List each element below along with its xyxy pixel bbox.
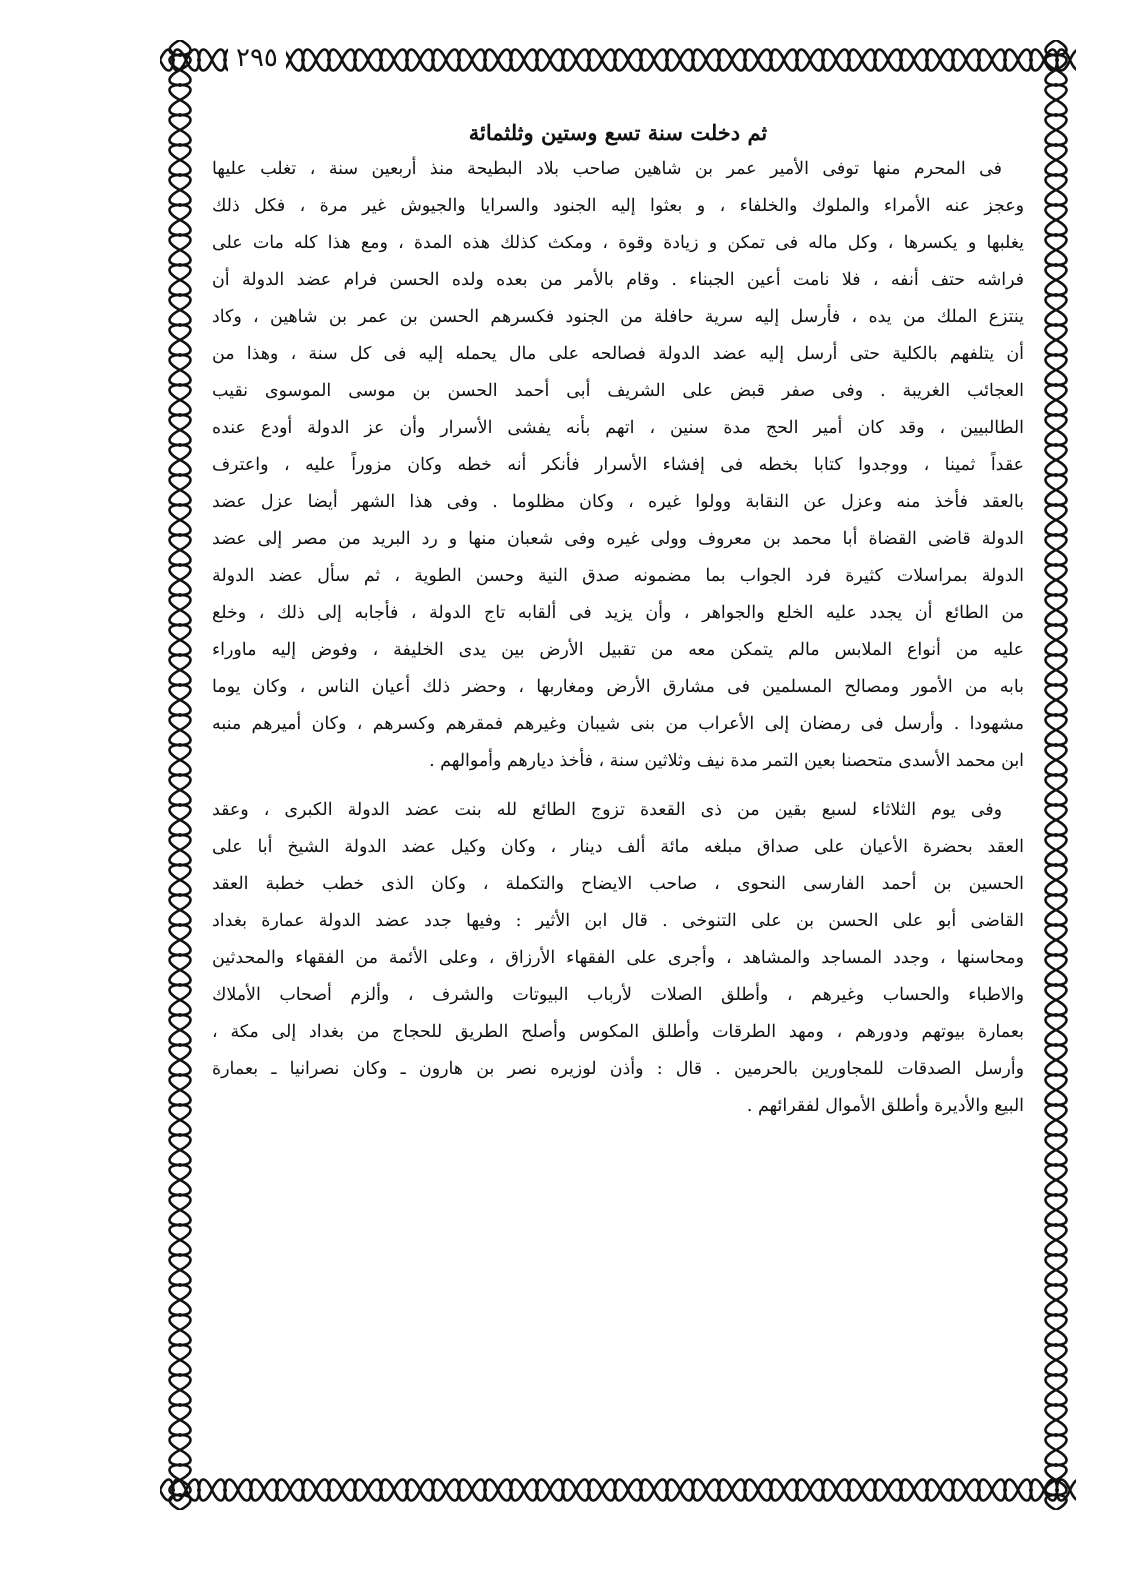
text-line: ومحاسنها ، وجدد المساجد والمشاهد ، وأجرى على الفقهاء الأرزاق ، وعلى الأئمة من الفقهاء والمحدثين — [212, 948, 1024, 968]
chapter-title: ثم دخلت سنة تسع وستين وثلثمائة — [468, 120, 768, 145]
page-number: ٢٩٥ — [236, 43, 278, 73]
text-line: الدولة بمراسلات كثيرة فرد الجواب بما مضمونه صدق النية وحسن الطوية ، ثم سأل عضد الدولة — [212, 566, 1024, 586]
text-line: من الطائع أن يجدد عليه الخلع والجواهر ، وأن يزيد فى ألقابه تاج الدولة ، فأجابه إلى ذلك ، وخلع — [212, 603, 1024, 623]
text-line: عقداً ثمينا ، ووجدوا كتابا بخطه فى إفشاء الأسرار فأنكر أنه خطه وكان مزوراً عليه ، واعترف — [212, 455, 1024, 475]
text-line: أن يتلفهم بالكلية حتى أرسل إليه عضد الدولة فصالحه على مال يحمله إليه فى كل سنة ، وهذا من — [212, 344, 1024, 364]
paragraph-1 — [212, 151, 1024, 780]
border-ornament-left — [160, 40, 200, 1510]
text-line: مشهودا . وأرسل فى رمضان إلى الأعراب من بنى شيبان وغيرهم فمقرهم وكسرهم ، وكان أميرهم منبه — [212, 714, 1024, 734]
paragraph-2 — [212, 792, 1024, 1125]
text-line: العجائب الغريبة . وفى صفر قبض على الشريف أبى أحمد الحسن بن موسى الموسوى نقيب — [212, 381, 1024, 401]
text-line: الحسين بن أحمد الفارسى النحوى ، صاحب الايضاح والتكملة ، وكان الذى خطب خطبة العقد — [212, 874, 1024, 894]
text-line: ينتزع الملك من يده ، فأرسل إليه سرية حافلة من الجنود فكسرهم الحسن بن عمر بن شاهين ، وكاد — [212, 307, 1024, 327]
text-line: وأرسل الصدقات للمجاورين بالحرمين . قال : وأذن لوزيره نصر بن هارون ـ وكان نصرانيا ـ بعمارة — [212, 1059, 1024, 1079]
text-line: القاضى أبو على الحسن بن على التنوخى . قال ابن الأثير : وفيها جدد عضد الدولة عمارة بغداد — [212, 911, 1024, 931]
text-line: بابه من الأمور ومصالح المسلمين فى مشارق الأرض ومغاربها ، وحضر ذلك أعيان الناس ، وكان يوما — [212, 677, 1024, 697]
text-line: يغلبها و يكسرها ، وكل ماله فى تمكن و زيادة وقوة ، ومكث كذلك هذه المدة ، ومع هذا كله مات على — [212, 233, 1024, 253]
text-line: فى المحرم منها توفى الأمير عمر بن شاهين صاحب بلاد البطيحة منذ أربعين سنة ، تغلب عليها — [212, 159, 1002, 179]
text-line: الطالبيين ، وقد كان أمير الحج مدة سنين ، اتهم بأنه يفشى الأسرار وأن عز الدولة أودع عنده — [212, 418, 1024, 438]
text-line: بعمارة بيوتهم ودورهم ، ومهد الطرقات وأطلق المكوس وأصلح الطريق للحجاج من بغداد إلى مكة ، — [212, 1022, 1024, 1042]
text-line: والاطباء والحساب وغيرهم ، وأطلق الصلات لأرباب البيوتات والشرف ، وألزم أصحاب الأملاك — [212, 985, 1024, 1005]
text-line: الدولة قاضى القضاة أبا محمد بن معروف وولى غيره وفى شعبان منها و رد البريد من مصر إلى عضد — [212, 529, 1024, 549]
border-ornament-right — [1036, 40, 1076, 1510]
text-line: بالعقد فأخذ منه وعزل عن النقابة وولوا غيره ، وكان مظلوما . وفى هذا الشهر أيضا عزل عضد — [212, 492, 1024, 512]
border-ornament-bottom — [160, 1470, 1076, 1510]
text-line: وفى يوم الثلاثاء لسبع بقين من ذى القعدة تزوج الطائع لله بنت عضد الدولة الكبرى ، وعقد — [212, 800, 1002, 820]
text-line: فراشه حتف أنفه ، فلا نامت أعين الجبناء . وقام بالأمر من بعده ولده الحسن فرام عضد الدولة أن — [212, 270, 1024, 290]
page-number-container — [228, 38, 286, 78]
text-line: وعجز عنه الأمراء والملوك والخلفاء ، و بعثوا إليه الجنود والسرايا والجيوش غير مرة ، فكل ذلك — [212, 196, 1024, 216]
text-line: ابن محمد الأسدى متحصنا بعين التمر مدة نيف وثلاثين سنة ، فأخذ ديارهم وأموالهم . — [429, 751, 1024, 771]
page-content — [212, 120, 1024, 1125]
text-line: العقد بحضرة الأعيان على صداق مبلغه مائة ألف دينار ، وكان وكيل عضد الدولة الشيخ أبا على — [212, 837, 1024, 857]
border-ornament-top — [160, 40, 1076, 80]
text-line: البيع والأديرة وأطلق الأموال لفقرائهم . — [746, 1096, 1024, 1116]
text-line: عليه من أنواع الملابس مالم يتمكن معه من تقبيل الأرض بين يدى الخليفة ، وفوض إليه ماوراء — [212, 640, 1024, 660]
